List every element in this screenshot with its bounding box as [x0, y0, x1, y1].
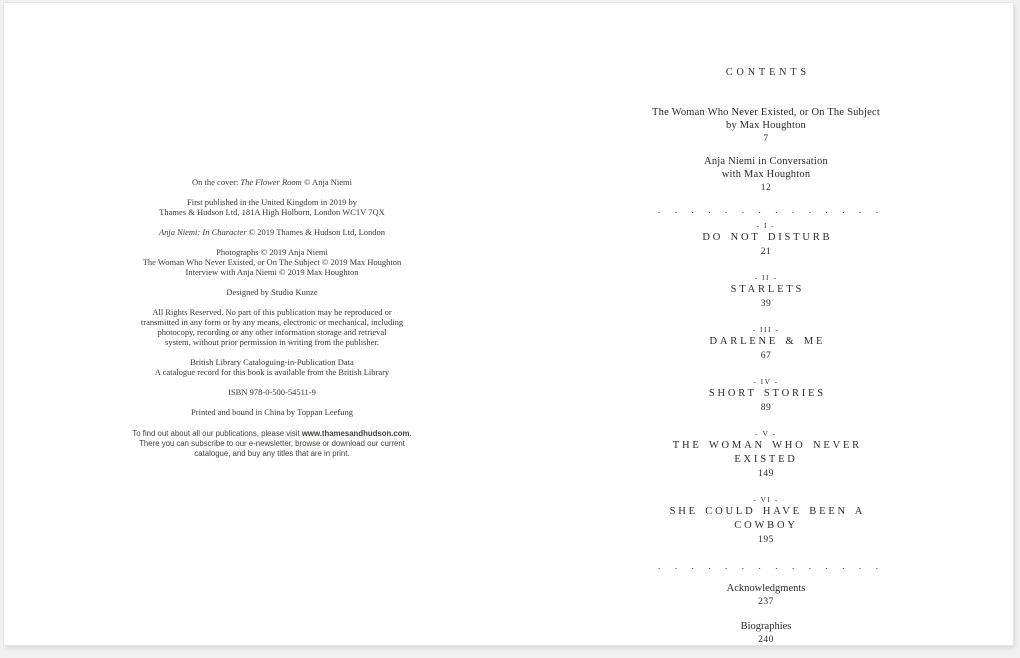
chapter-page-number: 89 — [760, 403, 772, 413]
colophon-block — [122, 177, 422, 459]
chapter-page-number: 195 — [758, 535, 774, 545]
promo-line1-prefix: To find out about all our publications, please visit — [132, 429, 302, 438]
entry-page-number: 12 — [760, 183, 772, 193]
book-copyright-suffix: © 2019 Thames & Hudson Ltd, London — [246, 227, 386, 237]
chapter-page-number: 149 — [758, 469, 774, 479]
promo-line-1 — [122, 429, 422, 439]
promo-line1-suffix: . — [409, 429, 412, 438]
chapter-title: DARLENE & ME — [709, 336, 826, 347]
chapter-numeral: - III - — [752, 325, 780, 334]
chapter-page-number: 39 — [760, 299, 772, 309]
back-entry-title: Biographies — [740, 621, 792, 632]
chapter-numeral: - V - — [755, 429, 777, 438]
back-entry-page-number: 240 — [758, 635, 774, 645]
entry-title: Anja Niemi in Conversation with Max Houghton — [704, 156, 828, 180]
chapter-numeral: - VI - — [753, 495, 779, 504]
entry-page-number: 7 — [763, 134, 769, 144]
chapter-page-number: 21 — [760, 247, 772, 257]
rights-notice: All Rights Reserved. No part of this publication may be reproduced or transmitted in any form or by any means, electronic or mechanical, including photocopy, recording or any other information storage and retrieval system, without prior permission in writing from the publisher. — [140, 307, 404, 347]
cover-credit-suffix: © Anja Niemi — [301, 177, 352, 187]
chapter-entry-1 — [651, 220, 881, 259]
back-entry-acknowledgments — [651, 582, 881, 609]
back-entry-title: Acknowledgments — [726, 583, 806, 594]
book-spread — [4, 3, 1013, 645]
chapter-entry-5 — [651, 428, 881, 481]
publisher-url: www.thamesandhudson.com — [301, 429, 410, 438]
publisher-promo — [122, 429, 422, 459]
chapter-title: SHORT STORIES — [708, 388, 826, 399]
chapter-entry-2 — [651, 272, 881, 311]
dotted-divider: .............. — [658, 561, 893, 571]
back-entry-page-number: 237 — [758, 597, 774, 607]
cover-title-italic: The Flower Room — [240, 177, 302, 187]
contents-entry-essay — [651, 106, 881, 146]
chapter-numeral: - II - — [754, 273, 778, 282]
cover-credit-prefix: On the cover: — [192, 177, 241, 187]
back-entry-biographies — [651, 620, 881, 647]
chapter-title: STARLETS — [730, 284, 805, 295]
chapter-entry-4 — [651, 376, 881, 415]
entry-title: The Woman Who Never Existed, or On The Subject by Max Houghton — [652, 107, 880, 131]
back-matter — [651, 582, 881, 647]
chapter-page-number: 67 — [760, 351, 772, 361]
contents-entry-conversation — [651, 155, 881, 195]
book-copyright-line — [122, 227, 422, 237]
chapter-numeral: - IV - — [753, 377, 779, 386]
cover-credit-line — [122, 177, 422, 187]
contents-heading: CONTENTS — [725, 67, 811, 78]
publisher-info: First published in the United Kingdom in 2019 by Thames & Hudson Ltd, 181A High Holborn, London WC1V 7QX — [159, 197, 385, 217]
designer-credit: Designed by Studio Kunze — [226, 287, 318, 297]
isbn-line: ISBN 978-0-500-54511-9 — [228, 387, 316, 397]
chapter-title: DO NOT DISTURB — [702, 232, 833, 243]
chapter-title: THE WOMAN WHO NEVER EXISTED — [672, 440, 862, 465]
cataloguing-data: British Library Cataloguing-in-Publication Data A catalogue record for this book is available from the British Library — [154, 357, 390, 377]
dotted-divider: .............. — [658, 205, 893, 215]
chapter-title: SHE COULD HAVE BEEN A COWBOY — [669, 506, 866, 531]
chapter-entry-3 — [651, 324, 881, 363]
printer-info: Printed and bound in China by Toppan Leefung — [191, 407, 353, 417]
photo-credits: Photographs © 2019 Anja Niemi The Woman Who Never Existed, or On The Subject © 2019 Max Houghton Interview with Anja Niemi © 2019 Max Houghton — [142, 247, 402, 277]
chapter-numeral: - I - — [756, 221, 776, 230]
chapter-entry-6 — [651, 494, 881, 547]
book-title-italic: Anja Niemi: In Character — [158, 227, 247, 237]
promo-rest-lines: There you can subscribe to our e-newsletter, browse or download our current catalogue, and buy any titles that are in print. — [139, 439, 405, 458]
contents-block — [651, 67, 893, 658]
